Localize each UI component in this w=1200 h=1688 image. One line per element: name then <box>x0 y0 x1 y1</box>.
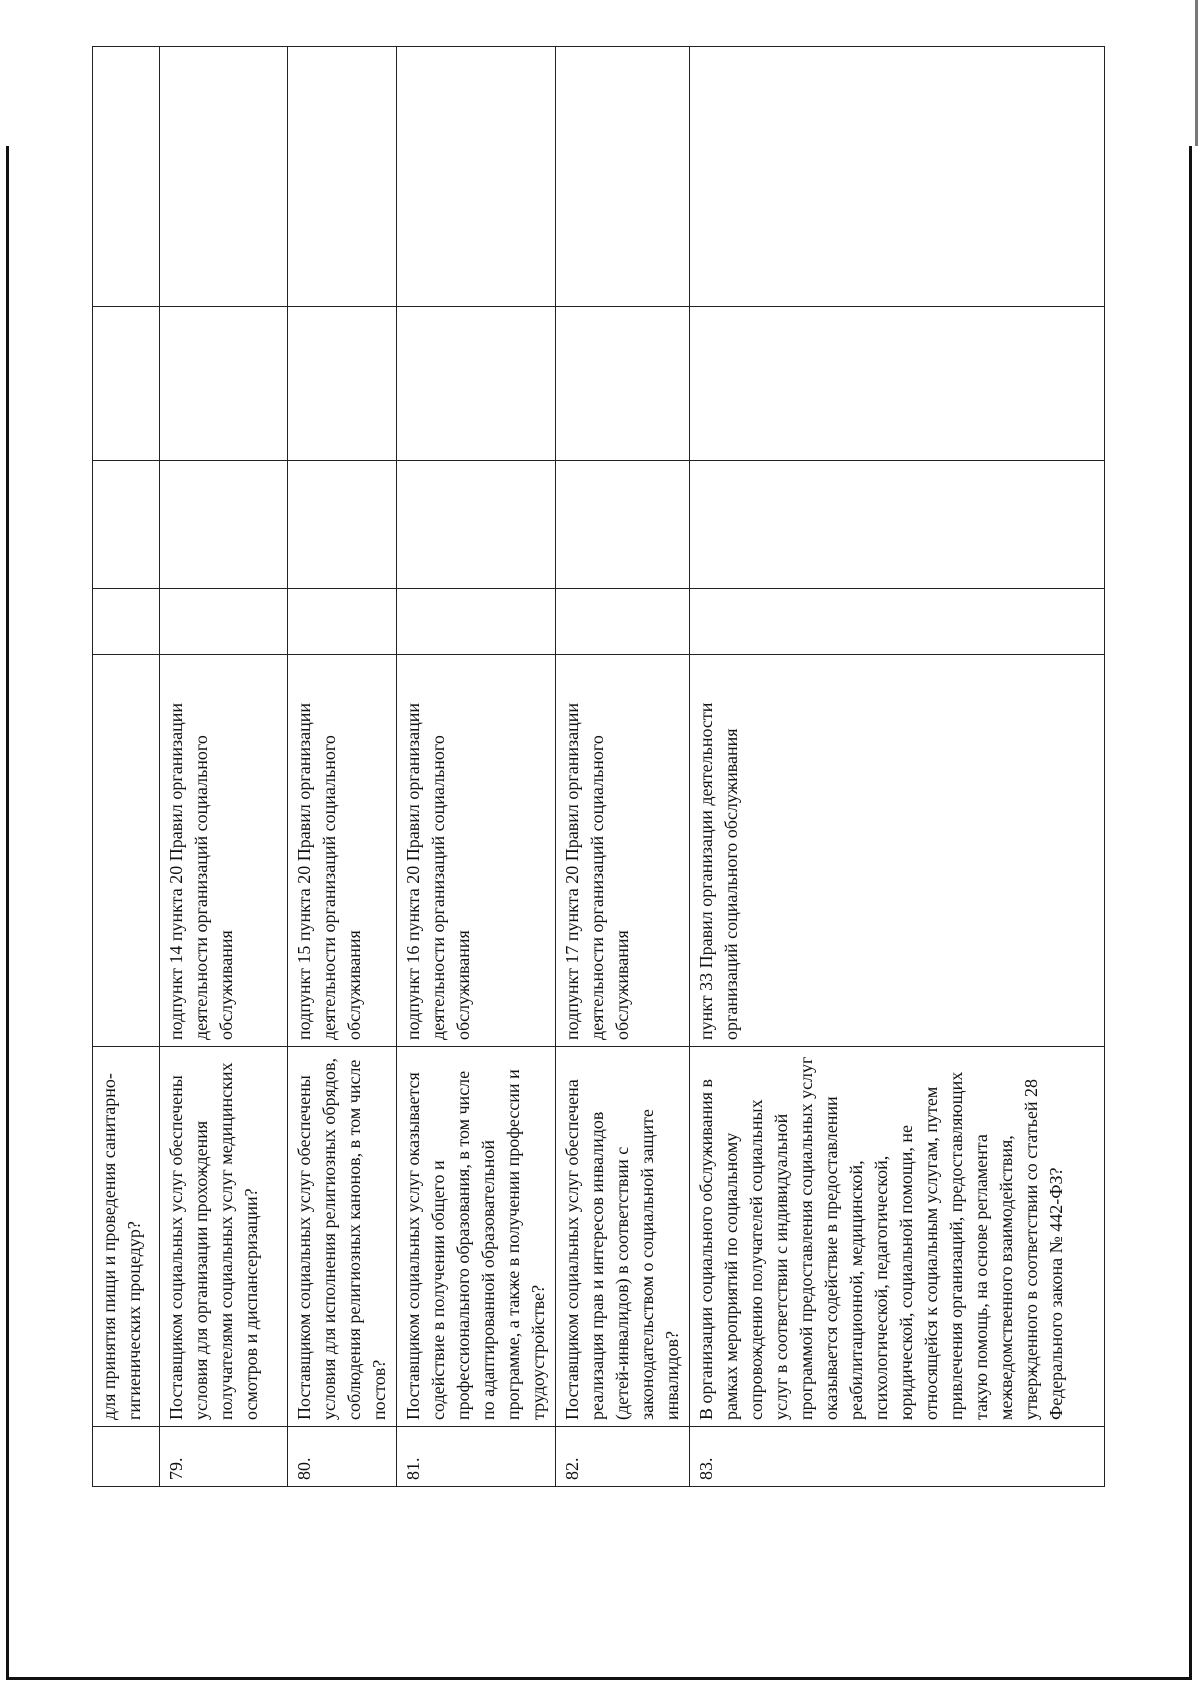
empty-cell <box>288 47 397 307</box>
empty-cell <box>93 589 160 655</box>
empty-cell <box>690 589 1105 655</box>
empty-cell <box>397 461 556 589</box>
reference-cell: пункт 33 Правил организации деятельности организаций социального обслуживания <box>690 655 1105 1047</box>
row-number: 79. <box>160 1427 288 1487</box>
question-cell: Поставщиком социальных услуг обеспечены условия для исполнения религиозных обрядов, соблюдения религиозных канонов, в том числе постов? <box>288 1047 397 1427</box>
empty-cell <box>690 461 1105 589</box>
row-number: 81. <box>397 1427 556 1487</box>
empty-cell <box>556 307 690 461</box>
question-cell: В организации социального обслуживания в рамках мероприятий по социальному сопровождению получателей социальных услуг в соответствии с индивидуальной программой предоставления социальных услуг оказывается содействие в предоставлении реабилитационной, медицинской, психологической, педагогической, юридической, социальной помощи, не относящейся к социальным услугам, путем привлечения организаций, предоставляющих такую помощь, на основе регламента межведомственного взаимодействия, утвержденного в соответствии со статьей 28 Федерального закона № 442-ФЗ? <box>690 1047 1105 1427</box>
empty-cell <box>160 589 288 655</box>
table-row <box>690 47 1105 1487</box>
empty-cell <box>556 589 690 655</box>
empty-cell <box>397 307 556 461</box>
empty-cell <box>690 47 1105 307</box>
empty-cell <box>160 47 288 307</box>
empty-cell <box>397 589 556 655</box>
reference-cell: подпункт 17 пункта 20 Правил организации деятельности организаций социального обслуживания <box>556 655 690 1047</box>
question-cell: Поставщиком социальных услуг оказывается содействие в получении общего и профессионального образования, в том числе по адаптированной образовательной программе, а также в получении профессии и трудоустройстве? <box>397 1047 556 1427</box>
empty-cell <box>160 461 288 589</box>
empty-cell <box>288 461 397 589</box>
question-cell: Поставщиком социальных услуг обеспечены условия для организации прохождения получателями социальных услуг медицинских осмотров и диспансеризации? <box>160 1047 288 1427</box>
reference-cell <box>93 655 160 1047</box>
row-number: 82. <box>556 1427 690 1487</box>
reference-cell: подпункт 16 пункта 20 Правил организации деятельности организаций социального обслуживания <box>397 655 556 1047</box>
empty-cell <box>556 461 690 589</box>
row-number: 83. <box>690 1427 1105 1487</box>
empty-cell <box>288 589 397 655</box>
table-row <box>288 47 397 1487</box>
table-row <box>160 47 288 1487</box>
empty-cell <box>397 47 556 307</box>
empty-cell <box>556 47 690 307</box>
empty-cell <box>288 307 397 461</box>
row-number <box>93 1427 160 1487</box>
checklist-table <box>92 46 1105 1487</box>
scan-edge-shadow <box>1195 0 1198 146</box>
reference-cell: подпункт 15 пункта 20 Правил организации деятельности организаций социального обслуживания <box>288 655 397 1047</box>
question-cell: Поставщиком социальных услуг обеспечена реализация прав и интересов инвалидов (детей-инвалидов) в соответствии с законодательством о социальной защите инвалидов? <box>556 1047 690 1427</box>
table-row <box>556 47 690 1487</box>
row-number: 80. <box>288 1427 397 1487</box>
table-row <box>93 47 160 1487</box>
empty-cell <box>93 307 160 461</box>
empty-cell <box>93 47 160 307</box>
rotated-table-container <box>92 47 1082 1487</box>
empty-cell <box>160 307 288 461</box>
empty-cell <box>690 307 1105 461</box>
empty-cell <box>93 461 160 589</box>
reference-cell: подпункт 14 пункта 20 Правил организации деятельности организаций социального обслуживания <box>160 655 288 1047</box>
question-cell: для принятия пищи и проведения санитарно-гигиенических процедур? <box>93 1047 160 1427</box>
table-row <box>397 47 556 1487</box>
